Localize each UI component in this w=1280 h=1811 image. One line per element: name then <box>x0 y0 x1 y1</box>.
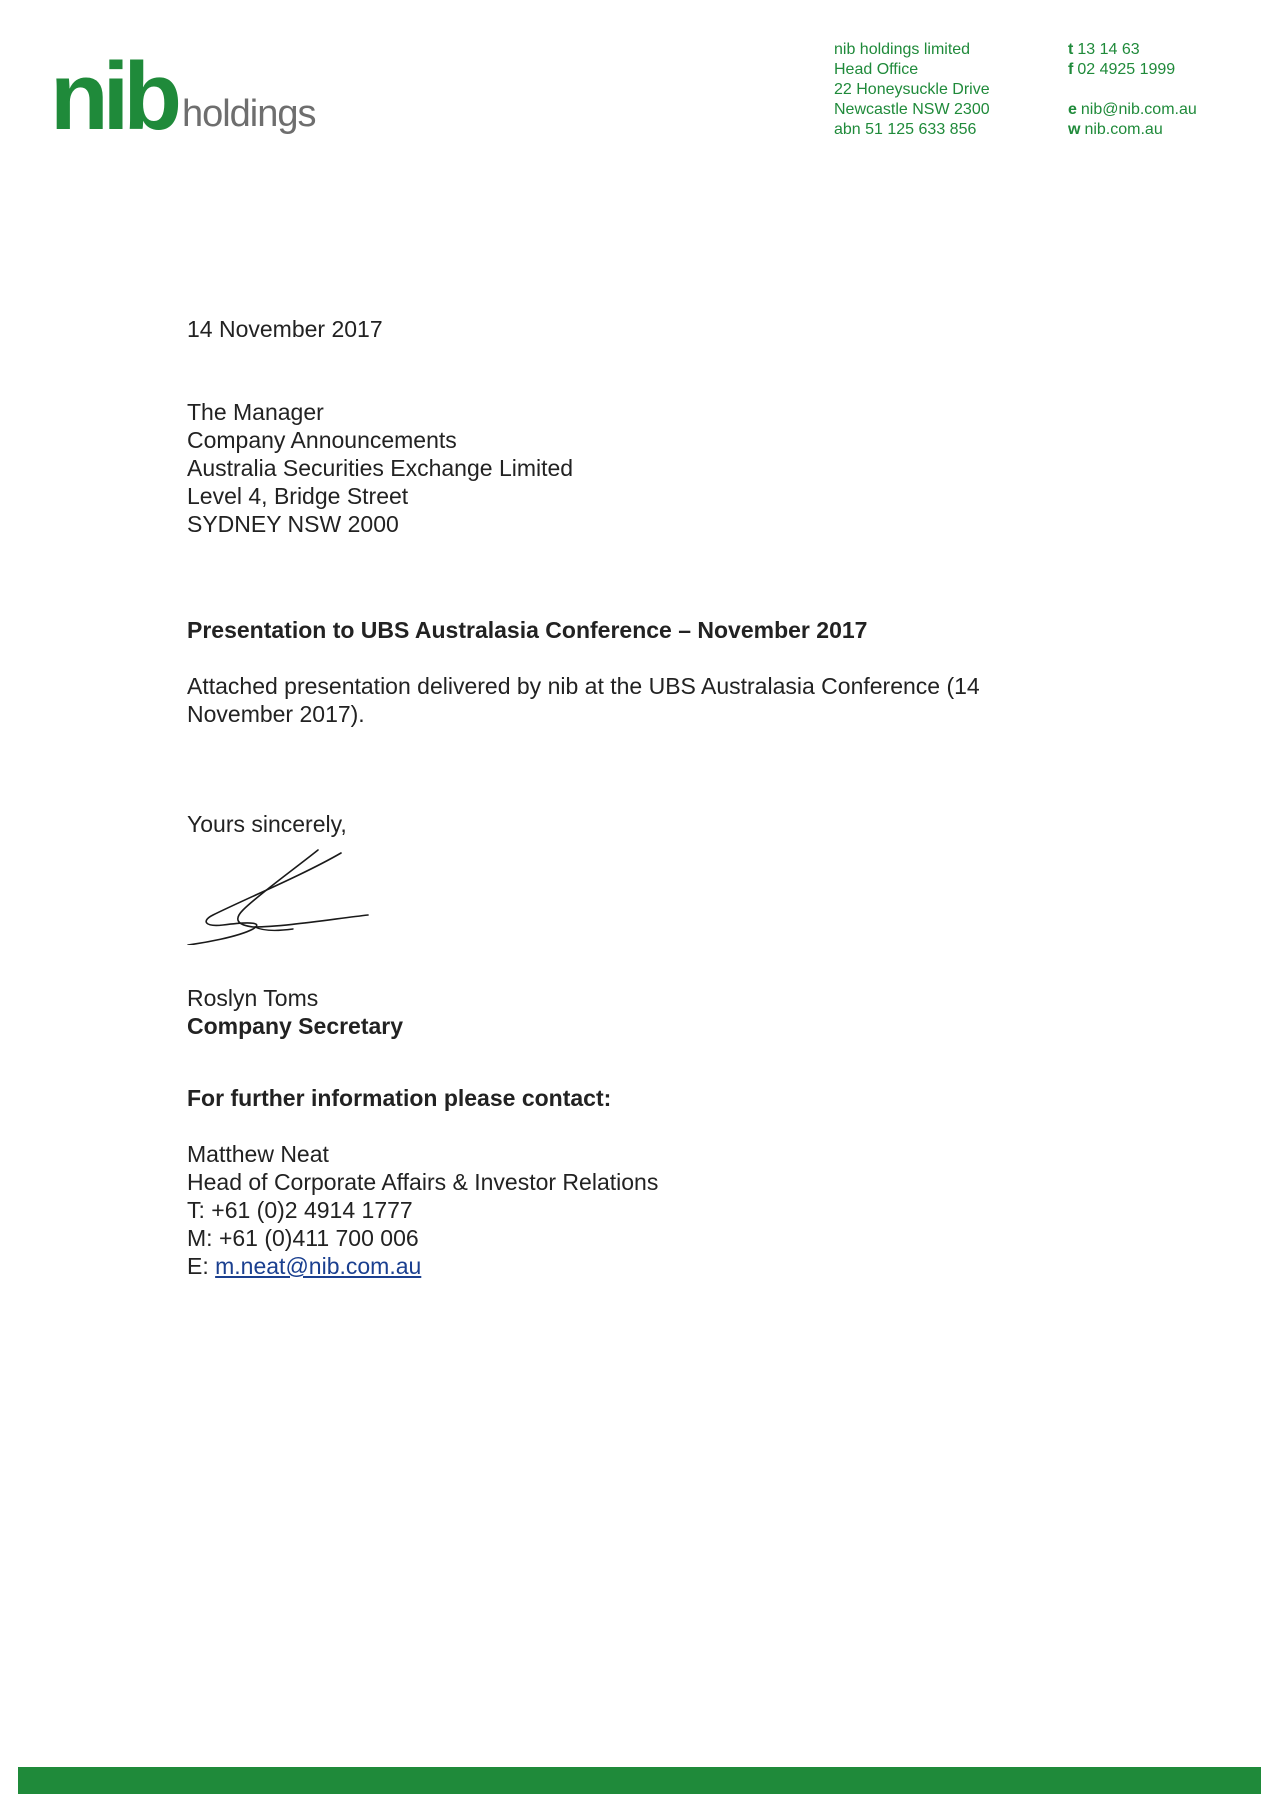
header-address-block <box>834 40 990 140</box>
signer-name: Roslyn Toms <box>187 985 319 1011</box>
recipient-line: Company Announcements <box>187 427 457 453</box>
contact-phone: T: +61 (0)2 4914 1777 <box>187 1197 413 1223</box>
recipient-line: Australia Securities Exchange Limited <box>187 455 574 481</box>
contact-heading: For further information please contact: <box>187 1085 612 1111</box>
header-email-value[interactable]: nib@nib.com.au <box>1080 101 1197 118</box>
contact-email-line <box>187 1252 658 1280</box>
header-phone-value: 13 14 63 <box>1077 41 1140 58</box>
header-email-label: e <box>1068 101 1077 118</box>
header-spacer <box>1068 80 1197 100</box>
contact-email-link[interactable]: m.neat@nib.com.au <box>215 1253 422 1279</box>
header-city: Newcastle NSW 2300 <box>834 101 990 118</box>
contact-email-prefix: E: <box>187 1253 216 1279</box>
handwritten-signature <box>183 845 373 945</box>
letter-date: 14 November 2017 <box>187 316 383 342</box>
recipient-address <box>187 398 573 538</box>
contact-role: Head of Corporate Affairs & Investor Relations <box>187 1169 659 1195</box>
header-web <box>1068 120 1197 140</box>
contact-block <box>187 1140 658 1280</box>
header-street: 22 Honeysuckle Drive <box>834 81 990 98</box>
signer-title: Company Secretary <box>187 1013 404 1039</box>
header-office: Head Office <box>834 61 919 78</box>
header-phone <box>1068 40 1197 60</box>
header-web-value[interactable]: nib.com.au <box>1084 121 1163 138</box>
recipient-line: SYDNEY NSW 2000 <box>187 511 399 537</box>
header-abn: abn 51 125 633 856 <box>834 121 977 138</box>
logo-holdings-wordmark: holdings <box>181 93 316 135</box>
nib-holdings-logo <box>50 43 316 150</box>
header-company-name: nib holdings limited <box>834 41 971 58</box>
header-fax-label: f <box>1068 61 1074 78</box>
contact-mobile: M: +61 (0)411 700 006 <box>187 1225 419 1251</box>
header-fax <box>1068 60 1197 80</box>
letter-closing: Yours sincerely, <box>187 811 347 837</box>
letter-body: Attached presentation delivered by nib at the UBS Australasia Conference (14 November 2017). <box>187 673 980 727</box>
contact-name: Matthew Neat <box>187 1141 329 1167</box>
footer-green-bar <box>18 1767 1261 1794</box>
header-contact-block <box>1068 40 1197 140</box>
header-email <box>1068 100 1197 120</box>
recipient-line: Level 4, Bridge Street <box>187 483 409 509</box>
header-fax-value: 02 4925 1999 <box>1077 61 1176 78</box>
header-phone-label: t <box>1068 41 1074 58</box>
signer-block <box>187 984 403 1040</box>
header-web-label: w <box>1068 121 1081 138</box>
letter-subject: Presentation to UBS Australasia Conference – November 2017 <box>187 617 868 643</box>
recipient-line: The Manager <box>187 399 324 425</box>
logo-nib-wordmark: nib <box>50 43 176 150</box>
